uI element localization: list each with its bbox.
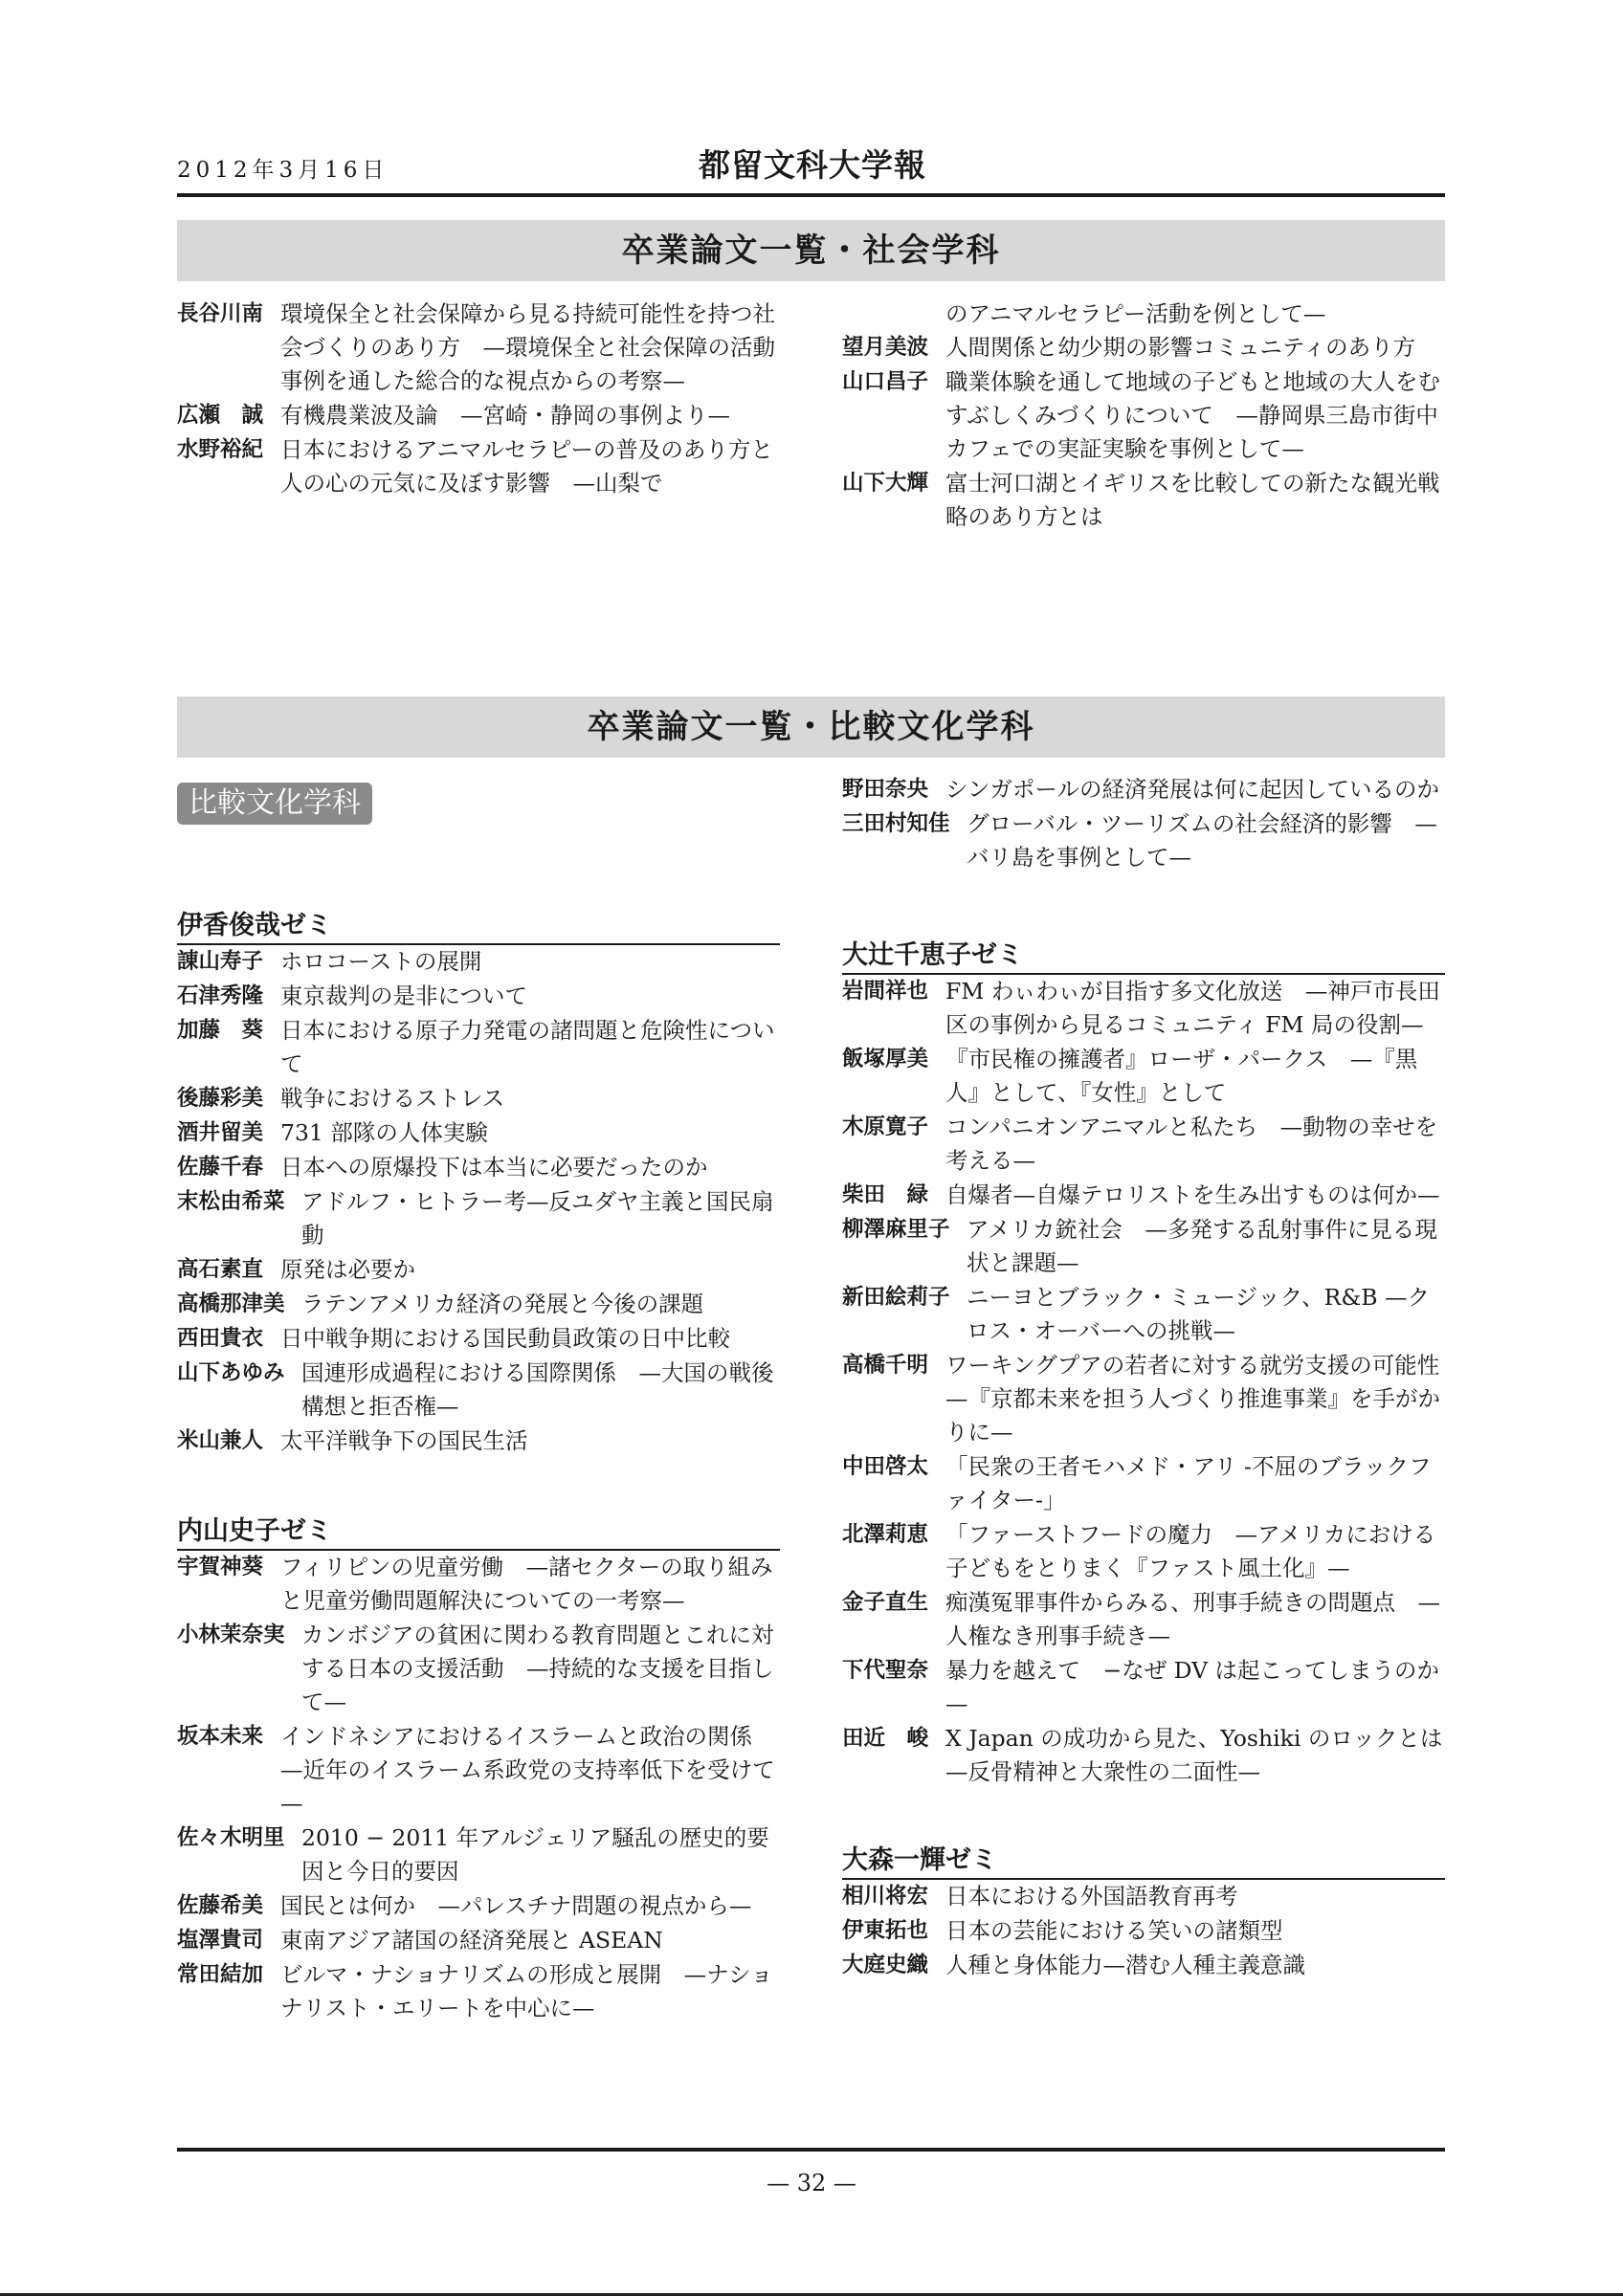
thesis-entry: [177, 1322, 780, 1356]
thesis-entry: [842, 1213, 1445, 1280]
thesis-entry: [842, 975, 1445, 1042]
thesis-title: 「民衆の王者モハメド・アリ -不屈のブラックファイター-」: [945, 1453, 1432, 1513]
thesis-title: 人種と身体能力—潜む人種主義意識: [945, 1952, 1305, 1978]
thesis-entry: [177, 1424, 780, 1458]
student-name: 金子直生: [842, 1590, 929, 1615]
thesis-title: 自爆者—自爆テロリストを生み出すものは何か—: [945, 1181, 1440, 1208]
seminar-heading: 大辻千恵子ゼミ: [842, 938, 1445, 975]
student-name: 水野裕紀: [177, 437, 264, 462]
thesis-entry: [177, 1116, 780, 1150]
thesis-title: ホロコーストの展開: [280, 948, 482, 975]
page-number: — 32 —: [767, 2170, 856, 2197]
thesis-entry: [177, 1185, 780, 1252]
thesis-title: シンガポールの経済発展は何に起因しているのか: [945, 776, 1439, 803]
student-name: 柳澤麻里子: [842, 1217, 950, 1242]
student-name: 後藤彩美: [177, 1086, 264, 1111]
department-tag: 比較文化学科: [177, 783, 372, 825]
newsletter-title: 都留文科大学報: [699, 146, 926, 184]
student-name: 高橋千明: [842, 1353, 929, 1378]
thesis-title: 暴力を越えて −なぜ DV は起こってしまうのか—: [945, 1657, 1440, 1717]
seminar-heading: 伊香俊哉ゼミ: [177, 909, 780, 945]
thesis-title: インドネシアにおけるイスラームと政治の関係 —近年のイスラーム系政党の支持率低下を受けて—: [280, 1723, 775, 1817]
thesis-title: 日中戦争期における国民動員政策の日中比較: [280, 1325, 730, 1352]
student-name: 山口昌子: [842, 369, 929, 394]
thesis-entry: [177, 1619, 780, 1719]
student-name: 石津秀隆: [177, 983, 264, 1008]
student-name: 野田奈央: [842, 777, 929, 802]
thesis-entry: [177, 1253, 780, 1287]
student-name: 広瀬 誠: [177, 403, 264, 428]
thesis-entry: [177, 1082, 780, 1115]
student-name: 望月美波: [842, 335, 929, 360]
thesis-entry: [842, 773, 1445, 806]
page-header: [177, 144, 1445, 193]
thesis-entry: [842, 1281, 1445, 1348]
thesis-entry: [177, 980, 780, 1013]
thesis-title: 国連形成過程における国際関係 —大国の戦後構想と拒否権—: [301, 1359, 774, 1420]
student-name: 山下大輝: [842, 471, 929, 496]
student-name: 岩間祥也: [842, 979, 929, 1004]
student-name: 中田啓太: [842, 1454, 929, 1479]
student-name: 柴田 緑: [842, 1182, 929, 1207]
student-name: 大庭史織: [842, 1953, 929, 1977]
thesis-title: 有機農業波及論 —宮崎・静岡の事例より—: [280, 402, 730, 429]
thesis-entry: [842, 1450, 1445, 1517]
thesis-title: アメリカ銃社会 —多発する乱射事件に見る現状と課題—: [967, 1216, 1437, 1276]
thesis-entry: [177, 1821, 780, 1888]
thesis-entry: [842, 807, 1445, 874]
student-name: 高石素直: [177, 1257, 264, 1282]
thesis-entry: [842, 1722, 1465, 1789]
thesis-title: グローバル・ツーリズムの社会経済的影響 —バリ島を事例として—: [967, 810, 1437, 871]
footer-rule: [177, 2148, 1445, 2152]
student-name: 西田貴衣: [177, 1326, 264, 1351]
thesis-title: カンボジアの貧困に関わる教育問題とこれに対する日本の支援活動 —持続的な支援を目指して—: [301, 1622, 774, 1715]
thesis-entry: [177, 1924, 780, 1957]
thesis-entry: [842, 1179, 1445, 1212]
student-name: 三田村知佳: [842, 811, 950, 836]
continued-title: のアニマルセラピー活動を例として—: [945, 300, 1326, 327]
student-name: 山下あゆみ: [177, 1360, 285, 1385]
thesis-title: アドルフ・ヒトラー考—反ユダヤ主義と国民扇動: [301, 1188, 774, 1248]
thesis-entry: [177, 298, 780, 398]
thesis-title: 日本におけるアニマルセラピーの普及のあり方と人の心の元気に及ぼす影響 —山梨で: [280, 436, 773, 497]
student-name: 長谷川南: [177, 301, 264, 326]
thesis-entry: [842, 331, 1445, 364]
sociology-left-column: [177, 298, 780, 501]
thesis-title: 日本への原爆投下は本当に必要だったのか: [280, 1154, 708, 1181]
thesis-title: 職業体験を通して地域の子どもと地域の大人をむすぶしくみづくりについて —静岡県三島市街中カフェでの実証実験を事例として—: [945, 368, 1440, 462]
thesis-entry: [842, 1518, 1445, 1585]
thesis-entry: [177, 1151, 780, 1184]
thesis-title: フィリピンの児童労働 —諸セクターの取り組みと児童労働問題解決についての一考察—: [280, 1554, 773, 1614]
thesis-title: 東南アジア諸国の経済発展と ASEAN: [280, 1927, 663, 1954]
section-title-sociology: 卒業論文一覧・社会学科: [177, 220, 1445, 281]
thesis-entry: [177, 945, 780, 979]
thesis-title: 日本の芸能における笑いの諸類型: [945, 1917, 1283, 1944]
thesis-entry: [842, 1880, 1445, 1913]
thesis-title: 富士河口湖とイギリスを比較しての新たな観光戦略のあり方とは: [945, 470, 1440, 530]
student-name: 田近 峻: [842, 1726, 929, 1751]
thesis-title: 『市民権の擁護者』ローザ・パークス —『黒人』として、『女性』として: [945, 1046, 1418, 1106]
student-name: 加藤 葵: [177, 1018, 264, 1043]
thesis-title: ニーヨとブラック・ミュージック、R&B —クロス・オーバーへの挑戦—: [967, 1284, 1431, 1344]
student-name: 飯塚厚美: [842, 1047, 929, 1071]
student-name: 常田結加: [177, 1962, 264, 1987]
student-name: 木原寛子: [842, 1115, 929, 1139]
student-name: 塩澤貴司: [177, 1928, 264, 1953]
thesis-entry: [177, 1551, 780, 1618]
sociology-right-column: [842, 298, 1445, 535]
student-name: 伊東拓也: [842, 1918, 929, 1943]
thesis-entry: [177, 1720, 780, 1821]
student-name: 諌山寿子: [177, 949, 264, 974]
thesis-title: ビルマ・ナショナリズムの形成と展開 —ナショナリスト・エリートを中心に—: [280, 1961, 773, 2021]
thesis-title: 環境保全と社会保障から見る持続可能性を持つ社会づくりのあり方 —環境保全と社会保障の活動事例を通した総合的な視点からの考察—: [280, 300, 775, 394]
issue-date: 2012年3月16日: [177, 158, 389, 183]
thesis-title: 国民とは何か —パレスチナ問題の視点から—: [280, 1892, 752, 1919]
thesis-title: 2010 − 2011 年アルジェリア騒乱の歴史的要因と今日的要因: [301, 1824, 769, 1885]
thesis-entry: [842, 1349, 1462, 1449]
thesis-title: 戦争におけるストレス: [280, 1085, 505, 1112]
thesis-title: 「ファーストフードの魔力 —アメリカにおける子どもをとりまく『ファスト風土化』—: [945, 1521, 1436, 1581]
student-name: 小林茉奈実: [177, 1623, 285, 1647]
student-name: 佐藤千春: [177, 1155, 264, 1180]
student-name: 末松由希菜: [177, 1189, 285, 1214]
header-rule: [177, 193, 1445, 197]
thesis-entry: [177, 1958, 780, 2025]
student-name: 佐藤希美: [177, 1893, 264, 1918]
thesis-entry: [177, 1014, 780, 1081]
student-name: 佐々木明里: [177, 1825, 285, 1850]
student-name: 高橋那津美: [177, 1292, 285, 1316]
student-name: 相川将宏: [842, 1884, 929, 1909]
thesis-title: ラテンアメリカ経済の発展と今後の課題: [301, 1291, 704, 1317]
seminar-heading: 内山史子ゼミ: [177, 1514, 780, 1551]
thesis-entry: [177, 1357, 780, 1424]
student-name: 坂本未来: [177, 1724, 264, 1749]
thesis-title: 731 部隊の人体実験: [280, 1119, 488, 1146]
seminar-heading: 大森一輝ゼミ: [842, 1843, 1445, 1880]
thesis-entry: [842, 1654, 1445, 1721]
thesis-title: 東京裁判の是非について: [280, 982, 528, 1009]
thesis-title: 人間関係と幼少期の影響コミュニティのあり方: [945, 334, 1416, 361]
comparative-right-column: [842, 773, 1465, 1983]
thesis-entry: [177, 433, 780, 500]
thesis-entry: [842, 1111, 1445, 1178]
student-name: 新田絵莉子: [842, 1285, 950, 1310]
thesis-entry: [177, 399, 780, 432]
thesis-entry: [842, 1586, 1445, 1653]
thesis-entry: [842, 365, 1445, 466]
thesis-entry: [842, 1949, 1445, 1982]
thesis-title: ワーキングプアの若者に対する就労支援の可能性 —『京都未来を担う人づくり推進事業』を手がかりに—: [945, 1352, 1462, 1446]
comparative-left-column: [177, 783, 780, 2026]
student-name: 下代聖奈: [842, 1658, 929, 1683]
thesis-entry: [177, 1288, 780, 1321]
thesis-title: コンパニオンアニマルと私たち —動物の幸せを考える—: [945, 1114, 1438, 1174]
student-name: 北澤莉恵: [842, 1522, 929, 1547]
thesis-entry: [842, 1914, 1445, 1948]
thesis-title: FM わぃわぃが目指す多文化放送 —神戸市長田区の事例から見るコミュニティ FM 局の役割—: [945, 978, 1440, 1038]
thesis-title: 痴漢冤罪事件からみる、刑事手続きの問題点 —人権なき刑事手続き—: [945, 1589, 1440, 1649]
thesis-title: 日本における外国語教育再考: [945, 1883, 1238, 1910]
student-name: 宇賀神葵: [177, 1555, 264, 1579]
thesis-entry: [842, 1043, 1445, 1110]
student-name: 酒井留美: [177, 1120, 264, 1145]
section-title-comparative-culture: 卒業論文一覧・比較文化学科: [177, 696, 1445, 758]
thesis-title: X Japan の成功から見た、Yoshiki のロックとは —反骨精神と大衆性の二面性—: [945, 1725, 1465, 1785]
thesis-title: 太平洋戦争下の国民生活: [280, 1427, 528, 1454]
thesis-title: 日本における原子力発電の諸問題と危険性について: [280, 1017, 775, 1077]
thesis-title: 原発は必要か: [280, 1256, 415, 1283]
thesis-entry: [842, 467, 1445, 534]
student-name: 米山兼人: [177, 1428, 264, 1453]
thesis-entry: [177, 1889, 780, 1923]
